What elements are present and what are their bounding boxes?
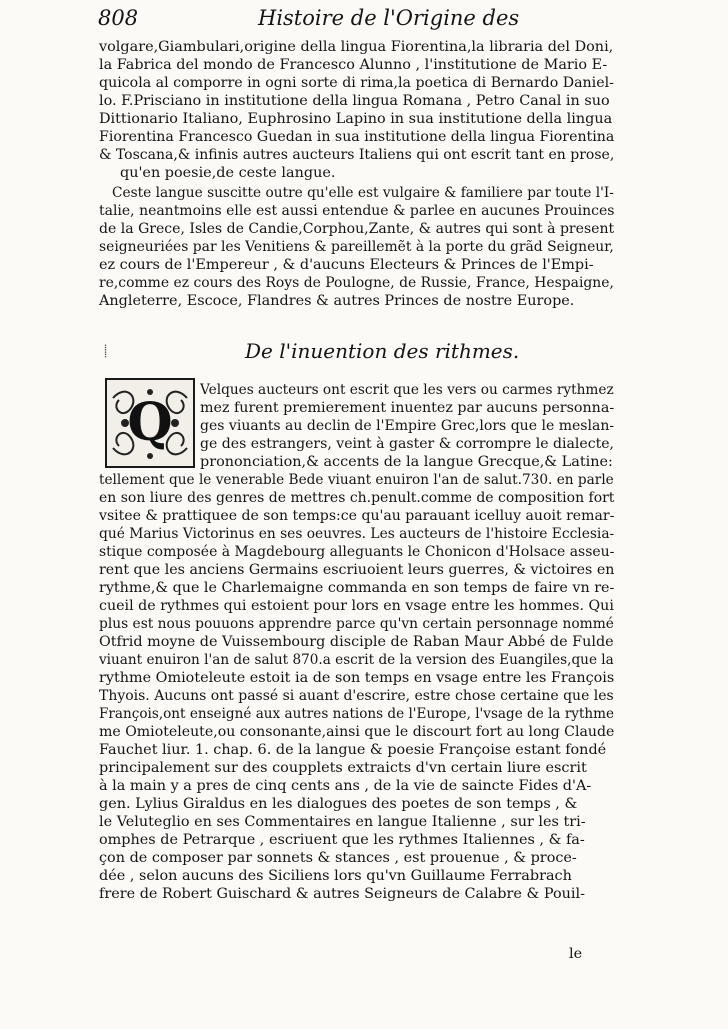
text-line: mez furent premierement inuentez par aucuns personna- <box>200 400 615 416</box>
text-line: ge des estrangers, veint à gaster & corrompre le dialecte, <box>200 436 614 452</box>
text-line: vsitee & prattiquee de son temps:ce qu'au parauant icelluy auoit remar- <box>99 508 615 524</box>
text-line: tellement que le venerable Bede viuant enuiron l'an de salut.730. en parle <box>99 472 614 488</box>
text-line: rythme Omioteleute estoit ia de son temps en vsage entre les François <box>99 670 615 686</box>
text-line: re,comme ez cours des Roys de Poulogne, de Russie, France, Hespaigne, <box>99 275 614 291</box>
text-line: dée , selon aucuns des Siciliens lors qu'vn Guillaume Ferrabrach <box>99 868 572 884</box>
text-line: rythme,& que le Charlemaigne commanda en son temps de faire vn re- <box>99 580 615 596</box>
text-line: le Veluteglio en ses Commentaires en langue Italienne , sur les tri- <box>99 814 586 830</box>
text-line: principalement sur des coupplets extraicts d'vn certain liure escrit <box>99 760 587 776</box>
text-line: prononciation,& accents de la langue Grecque,& Latine: <box>200 454 613 470</box>
text-line: çon de composer par sonnets & stances , est prouenue , & proce- <box>99 850 577 866</box>
text-line: plus est nous pouuons apprendre parce qu'vn certain personnage nommé <box>99 616 614 632</box>
text-line: Fauchet liur. 1. chap. 6. de la langue & poesie Françoise estant fondé <box>99 742 607 758</box>
page-header <box>98 6 618 32</box>
text-line: Velques aucteurs ont escrit que les vers ou carmes rythmez <box>200 382 614 398</box>
section-heading: De l'inuention des rithmes. <box>245 339 520 363</box>
text-line: François,ont enseigné aux autres nations de l'Europe, l'vsage de la rythme <box>99 706 615 722</box>
ornamental-drop-cap <box>105 378 195 468</box>
text-line: me Omioteleute,ou consonante,ainsi que le discourt fort au long Claude <box>99 724 615 740</box>
text-line: gen. Lylius Giraldus en les dialogues des poetes de son temps , & <box>99 796 578 812</box>
text-line: de la Grece, Isles de Candie,Corphou,Zante, & autres qui sont à present <box>99 221 615 237</box>
text-line: talie, neantmoins elle est aussi entendue & parlee en aucunes Prouinces <box>99 203 615 219</box>
text-line: Thyois. Aucuns ont passé si auant d'escrire, estre chose certaine que les <box>99 688 614 704</box>
text-line: qué Marius Victorinus en ses oeuvres. Les aucteurs de l'histoire Ecclesia- <box>99 526 615 542</box>
running-title: Histoire de l'Origine des <box>258 6 520 30</box>
text-line: rent que les anciens Germains escriuoient leurs guerres, & victoires en <box>99 562 615 578</box>
text-line: Dittionario Italiano, Euphrosino Lapino in sua institutione della lingua <box>99 111 613 127</box>
text-line: en son liure des genres de mettres ch.penult.comme de composition fort <box>99 490 615 506</box>
text-line: seigneuriées par les Venitiens & pareillemẽt à la porte du grãd Seigneur, <box>99 239 614 255</box>
text-line: frere de Robert Guischard & autres Seigneurs de Calabre & Pouil- <box>99 886 585 902</box>
text-line: la Fabrica del mondo de Francesco Alunno , l'institutione de Mario E- <box>99 57 608 73</box>
margin-mark: ⸽ <box>104 344 108 358</box>
page-number: 808 <box>98 6 139 30</box>
text-line: ez cours de l'Empereur , & d'aucuns Electeurs & Princes de l'Empi- <box>99 257 594 273</box>
text-line: volgare,Giambulari,origine della lingua Fiorentina,la libraria del Doni, <box>99 39 614 55</box>
text-line: Otfrid moyne de Vuissembourg disciple de Raban Maur Abbé de Fulde <box>99 634 614 650</box>
text-line: viuant enuiron l'an de salut 870.a escrit de la version des Euangiles,que la <box>99 652 614 668</box>
text-line: & Toscana,& infinis autres aucteurs Italiens qui ont escrit tant en prose, <box>99 147 615 163</box>
text-line: lo. F.Prisciano in institutione della lingua Romana , Petro Canal in suo <box>99 93 610 109</box>
text-line: omphes de Petrarque , escriuent que les rythmes Italiennes , & fa- <box>99 832 585 848</box>
text-line: qu'en poesie,de ceste langue. <box>120 165 336 181</box>
catchword: le <box>569 946 583 962</box>
text-line: Fiorentina Francesco Guedan in sua institutione della lingua Fiorentina <box>99 129 615 145</box>
text-line: à la main y a pres de cinq cents ans , de la vie de saincte Fides d'A- <box>99 778 592 794</box>
text-line: cueil de rythmes qui estoient pour lors en vsage entre les hommes. Qui <box>99 598 614 614</box>
text-line: Ceste langue suscitte outre qu'elle est vulgaire & familiere par toute l'I- <box>112 185 614 201</box>
text-line: Angleterre, Escoce, Flandres & autres Princes de nostre Europe. <box>99 293 575 309</box>
text-line: ges viuants au declin de l'Empire Grec,lors que le meslan- <box>200 418 615 434</box>
drop-cap-ornament <box>105 378 195 468</box>
text-line: quicola al comporre in ogni sorte di rima,la poetica di Bernardo Daniel- <box>99 75 614 91</box>
drop-cap-letter: Q <box>127 392 173 453</box>
text-line: stique composée à Magdebourg alleguants le Chonicon d'Holsace asseu- <box>99 544 615 560</box>
